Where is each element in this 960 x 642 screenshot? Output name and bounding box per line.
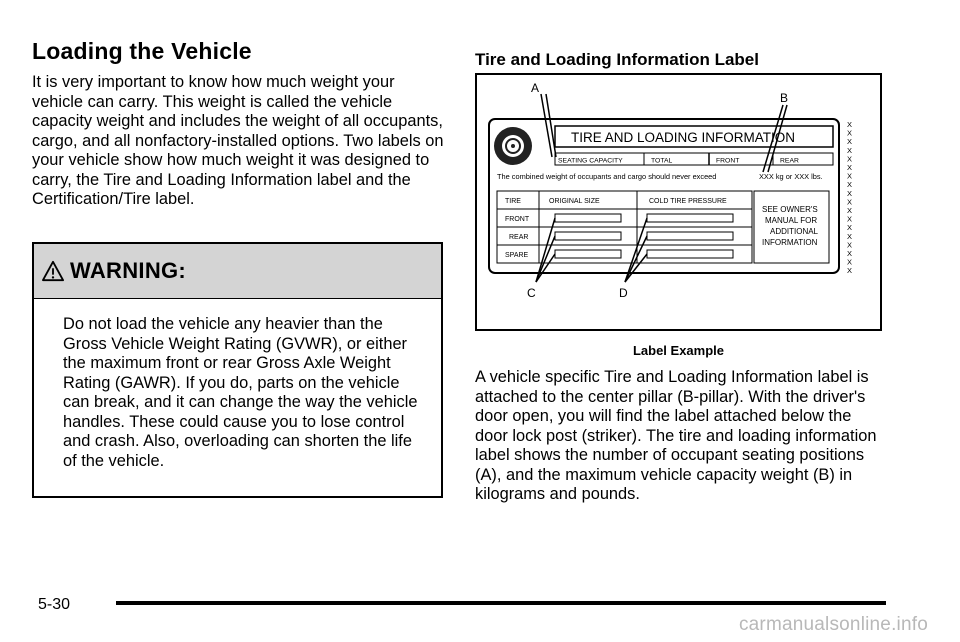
see-owners-line3: ADDITIONAL (770, 227, 819, 236)
left-column (32, 38, 446, 210)
weight-value-text: XXX kg or XXX lbs. (759, 172, 823, 181)
warning-box (32, 242, 443, 498)
x-mark: X (847, 266, 853, 276)
figure-caption: Label Example (632, 343, 725, 358)
x-mark: X (847, 231, 853, 241)
right-column (475, 50, 887, 70)
see-owners-line2: MANUAL FOR (765, 216, 818, 225)
x-mark: X (847, 206, 853, 215)
intro-paragraph: It is very important to know how much weight your vehicle can carry. This weight is called the vehicle capacity weight and includes the weight of all occupants, cargo, and all nonfactory-installed options. Two labels on your vehicle show how much weight it was designed to carry, the Tire and Loading Information label and the Certification/Tire label. (32, 73, 444, 208)
x-mark: X (847, 188, 853, 198)
x-mark: X (847, 145, 853, 155)
row-rear: REAR (509, 234, 529, 241)
x-mark: X (847, 197, 853, 207)
x-mark: X (847, 180, 853, 190)
callout-b: B (780, 91, 789, 105)
warning-body: Do not load the vehicle any heavier than the Gross Vehicle Weight Rating (GVWR), or either the maximum front or rear Gross Axle Weight Rating (GAWR). If you do, parts on the vehicle can break, and it can change the way the vehicle handles. These could cause you to lose control and crash. Also, overloading can shorten the life of the vehicle. (63, 315, 418, 470)
section-title: Loading the Vehicle (32, 38, 252, 64)
col-tire: TIRE (505, 198, 521, 205)
callout-a: A (531, 81, 540, 95)
row-spare: SPARE (505, 252, 529, 259)
see-owners-line1: SEE OWNER'S (762, 205, 818, 214)
seating-capacity-text: SEATING CAPACITY (558, 157, 623, 165)
callout-d: D (619, 286, 628, 300)
x-mark: X (847, 128, 853, 138)
rear-text: REAR (780, 157, 799, 165)
x-mark: X (847, 257, 853, 267)
x-mark: X (847, 154, 853, 164)
x-mark: X (847, 171, 853, 181)
front-text: FRONT (716, 157, 740, 165)
tire-table (497, 191, 752, 263)
label-heading: TIRE AND LOADING INFORMATION (571, 130, 796, 145)
total-text: TOTAL (651, 157, 673, 165)
tire-icon (494, 127, 532, 165)
combined-weight-text: The combined weight of occupants and cargo should never exceed (497, 172, 717, 181)
warning-triangle-icon (42, 260, 64, 282)
tire-loading-label-diagram (477, 75, 880, 329)
watermark: carmanualsonline.info (738, 614, 928, 635)
x-mark: X (847, 249, 853, 258)
x-mark: X (847, 163, 853, 172)
x-mark: X (847, 223, 853, 233)
col-original-size: ORIGINAL SIZE (549, 198, 600, 205)
label-section-title: Tire and Loading Information Label (475, 50, 759, 69)
see-owners-line4: INFORMATION (762, 238, 818, 247)
row-front: FRONT (505, 216, 530, 223)
footer-rule (116, 601, 886, 605)
x-mark: X (847, 137, 853, 147)
warning-header (34, 244, 441, 299)
x-mark: X (847, 214, 853, 224)
label-illustration (475, 73, 882, 331)
callout-c: C (527, 286, 536, 300)
x-mark: X (847, 120, 853, 129)
label-description-paragraph: A vehicle specific Tire and Loading Information label is attached to the center pillar (B-pillar). With the driver's door open, you will find the label attached below the door lock post (striker). The tire and loading information label shows the number of occupant seating positions (A), and the maximum vehicle capacity weight (B) in kilograms and pounds. (475, 368, 877, 503)
col-cold-pressure: COLD TIRE PRESSURE (649, 198, 727, 205)
warning-title: WARNING: (70, 258, 187, 283)
page-number: 5-30 (38, 596, 71, 613)
x-marks-column (847, 120, 852, 275)
x-mark: X (847, 240, 853, 250)
